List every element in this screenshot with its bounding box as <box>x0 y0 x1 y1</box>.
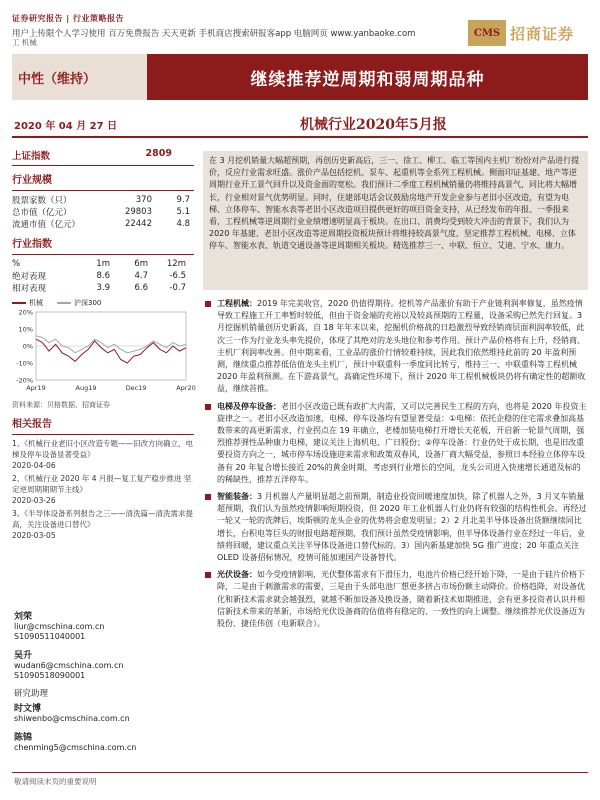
perf-value: 8.6 <box>96 271 110 281</box>
related-text: 3、《半导体设备系列报告之三——清洗篇—清洗需求提高，关注设备进口替代》 <box>12 509 194 529</box>
index-chart <box>12 308 196 394</box>
perf-table <box>12 258 194 294</box>
related-date: 2020-03-05 <box>12 531 56 540</box>
title-banner <box>12 54 588 100</box>
section-pv-equipment <box>203 569 588 630</box>
brand-logo <box>468 14 586 52</box>
section-text: 2019 年完美收官，2020 仍值得期待。挖机等产品涨价有助于产业链利润率修复，虽然疫情导致工程施工开工率暂时较低，但由于资金端的充裕以及较高预期的工程量，设备采购已然先行回复。3 月挖掘机销量创历史新高，自 18 年年末以来，挖掘机价格战的日趋激烈导致经销商层面利润率较低，此次三一作为行业龙头率先提价，体现了其绝对的龙头地位和参考作用。预计产品价格将有上升，经销商、主机厂利润率改善。但中期来看，工业品的涨价行情较难持续，因此我们依然维持此前的 20 年盈利预测，继续重点推荐低估值龙头主机厂，预计中联重科一季度同比转亏，维持三一、中联重科等工程机械 2020 年盈利预测。在下游高景气，高确定性环境下，预计 2020 年工程机械板块仍将有确定性的超额收益，继续首推。 <box>217 299 586 394</box>
chart-legend <box>12 298 194 308</box>
related-report[interactable] <box>12 473 194 506</box>
section-engineering <box>203 298 588 396</box>
bullet-icon <box>205 404 211 410</box>
scale-value: 370 <box>135 195 152 205</box>
analyst-name: 刘荣 <box>14 612 33 622</box>
related-date: 2020-03-26 <box>12 496 56 505</box>
assistant-email[interactable]: chenming5@cmschina.com.cn <box>14 743 137 752</box>
header-subtitle: 工 机械 <box>12 38 37 47</box>
scale-value: 22442 <box>124 219 152 229</box>
y-tick-label: -10% <box>16 359 33 368</box>
rating-label: 中性（维持） <box>18 71 97 87</box>
perf-value: -0.7 <box>169 283 186 293</box>
x-tick-label: Aug19 <box>75 384 97 392</box>
scale-pct: 4.8 <box>176 219 190 229</box>
section-title: 工程机械： <box>217 299 257 308</box>
main-content <box>203 298 588 635</box>
index-label: 上证指数 <box>12 151 51 162</box>
section-text: 3 月机器人产量明显超之前预期，制造业投资回暖速度加快，除了机器人之外，3 月叉车销量超预期，我们认为虽然疫情影响短期投资，但 2020 年工业机器人行业仍将有较强的结构性机会。再经过一轮又一轮的洗牌后，埃斯顿的龙头企业的优势将会愈发明显；2）2 月北美半导体设备出货额继续同比增长，台积电等巨头的财报电路超预期，我们预计虽然受疫情影响，但半导体设备行业在经过一年后，业绩将回暖，建议重点关注半导体设备进口替代标的。3）国内新基建加快 5G 推广进度；20 年重点关注 OLED 设备招标情况，疫情可能加速国产设备替代。 <box>217 492 587 563</box>
rating-box <box>12 54 147 100</box>
logo-name: 招商证券 <box>510 24 575 43</box>
bullet-icon <box>205 301 211 307</box>
analyst-list <box>14 603 194 753</box>
perf-header: 12m <box>166 259 186 269</box>
scale-underline <box>12 190 194 191</box>
assistant-label: 研究助理 <box>14 689 49 699</box>
scale-table <box>12 194 194 230</box>
perf-title: 行业指数 <box>12 239 52 250</box>
analyst-cert: S1090511040001 <box>14 632 86 641</box>
perf-underline <box>12 254 194 255</box>
scale-label: 股票家数（只） <box>12 196 72 206</box>
section-elevator <box>203 401 588 486</box>
x-tick-label: Dec19 <box>125 384 147 392</box>
legend-label: 机械 <box>29 299 43 307</box>
section-title: 智能装备： <box>217 492 257 502</box>
section-title: 电梯及停车设备： <box>217 401 281 411</box>
y-tick-label: 0% <box>22 342 33 351</box>
legend-swatch <box>57 302 71 304</box>
analyst-name: 吴升 <box>14 651 33 661</box>
related-title: 相关报告 <box>12 419 52 430</box>
y-tick-label: 10% <box>18 325 33 334</box>
perf-value: 3.9 <box>96 283 110 293</box>
scale-label: 总市值（亿元） <box>12 208 72 218</box>
watermark-text: 用户上传限个人学习使用 百万免费报告 天天更新 手机商店搜索研报客app 电脑网页 www.yanbaoke.com <box>12 29 416 39</box>
section-text: 如今受疫情影响，光伏整体需求有下滑压力，电池片价格已经开始下降，一是由于硅片价格下降，二是由于刺激需求的需要，三是由于头部电池厂想更多挤占市场份额主动降价。价格趋降，对设备优化和新技术需求就会越强烈，就越不断加设备及换设备，随着新技术如期推进，会有更多投资者认识并相信新技术带来的革新，市场给光伏设备商的估值将有稳定的、一致性的向上调整。继续推荐光伏设备迈为股份、捷佳伟创（电新联合）。 <box>217 570 585 629</box>
legend-swatch <box>12 302 26 304</box>
legend-item <box>12 298 43 308</box>
sidebar <box>12 148 194 543</box>
y-tick-label: 20% <box>18 308 33 317</box>
perf-label: 相对表现 <box>12 284 47 294</box>
scale-value: 29803 <box>124 207 152 217</box>
report-title: 机械行业2020年5月报 <box>300 117 447 133</box>
related-text: 1、《机械行业老旧小区改造专题——旧改方向确立，电梯及停车设备显著受益》 <box>12 439 194 459</box>
table-row <box>12 206 194 218</box>
logo-mark: CMS <box>468 20 506 46</box>
index-row <box>12 148 194 162</box>
legend-label: 沪深300 <box>74 299 102 307</box>
perf-label: 绝对表现 <box>12 272 47 282</box>
section-title: 光伏设备： <box>217 570 257 580</box>
bullet-icon <box>205 572 211 578</box>
summary-box: 在 3 月挖机销量大幅超预期，再创历史新高后，三一、徐工、柳工、临工等国内主机厂纷纷对产品进行提价，反应行业需求旺盛。涨价产品包括挖机、泵车、起重机等全系列工程机械。侧面印证基建、地产等逆周期行业开工景气回升以及资金面的宽松。我们预计二季度工程机械销量仍将维持高景气，同比将大幅增长，行业相对景气优势明显。同时，住建部电话会议鼓励房地产开发企业参与老旧小区改造，有望为电梯、立体停车、智能水表等老旧小区改造项目提供更好的项目资金支持，从已经发布的年报、一季报来看，工程机械等逆周期行业业绩增速明显高于板块。在出口、消费均受到较大冲击的背景下，我们认为 2020 年基建、老旧小区改造等逆周期投资板块预计将维持较高景气度，坚定推荐工程机械、电梯、立体停车、智能水表、轨道交通设备等逆周期相关板块。精选推荐三一、中联、恒立、艾迪、宁水、康力。 <box>203 151 588 290</box>
x-tick-label: Apr19 <box>26 384 46 392</box>
table-row <box>12 218 194 230</box>
table-row <box>12 194 194 206</box>
related-date: 2020-04-06 <box>12 461 56 470</box>
scale-title: 行业规模 <box>12 175 52 186</box>
banner-title: 继续推荐逆周期和弱周期品种 <box>250 69 485 90</box>
header-divider <box>12 136 588 138</box>
index-value: 2809 <box>145 148 172 159</box>
series-line-csi300 <box>36 336 186 353</box>
legend-item <box>57 298 101 308</box>
report-category: 证券研究报告 | 行业策略报告 <box>12 14 124 23</box>
assistant-name: 时文博 <box>14 704 42 714</box>
related-underline <box>12 434 194 435</box>
analyst-email[interactable]: wudan6@cmschina.com.cn <box>14 661 124 670</box>
analyst-email[interactable]: liur@cmschina.com.cn <box>14 622 105 631</box>
bullet-icon <box>205 494 211 500</box>
section-smart-equipment <box>203 491 588 564</box>
perf-value: 6.6 <box>134 283 148 293</box>
table-row <box>12 258 194 270</box>
analyst-cert: S1090518090001 <box>14 671 86 680</box>
related-text: 2、《机械行业 2020 年 4 月报—复工复产稳步推进 坚定逆周期期期节主线》 <box>12 474 192 494</box>
footer-divider <box>12 772 588 773</box>
x-tick-label: Apr20 <box>176 384 196 392</box>
related-report[interactable] <box>12 508 194 541</box>
chart-source: 资料来源：贝格数据、招商证券 <box>12 401 110 409</box>
scale-pct: 9.7 <box>176 195 190 205</box>
related-report[interactable] <box>12 438 194 471</box>
perf-header: 6m <box>134 259 148 269</box>
index-underline <box>12 165 194 166</box>
table-row <box>12 270 194 282</box>
assistant-name: 陈锦 <box>14 733 33 743</box>
perf-header: % <box>12 259 21 269</box>
scale-pct: 5.1 <box>176 207 190 217</box>
assistant-email[interactable]: shiwenbo@cmschina.com.cn <box>14 714 130 723</box>
perf-value: 4.7 <box>134 271 148 281</box>
section-text: 老旧小区改造已既有政扩大内需，又可以完善民生工程的方向，也将是 2020 年投资主旋律之一。老旧小区改造加速，电梯、停车设备均有望显著受益：①电梯：依托企稳的住宅需求叠加高基数带来的高更新需求，行业拐点在 19 年确立，老楼加装电梯打开增长天花板，开启新一轮景气周期，强烈推荐弹性品种康力电梯，建议关注上海机电、广日股份；②停车设备：行业仍处于成长期，也是旧改重要投资方向之一，城市停车场设施迎来需求和政策双春风，设备厂商大幅受益，参照日本经验立体停车设备有 20 年复合增长接近 20%的黄金时期，考虑到行业增长的空间，龙头公司进入快速增长通道及标的的稀缺性，推荐五洋停车。 <box>217 401 587 484</box>
report-date: 2020 年 04 月 27 日 <box>14 121 118 132</box>
perf-header: 1m <box>96 259 110 269</box>
perf-value: -6.5 <box>169 271 186 281</box>
table-row <box>12 282 194 294</box>
footer-note: 敬请阅读末页的重要说明 <box>14 777 97 786</box>
y-tick-label: -20% <box>16 376 33 385</box>
scale-label: 流通市值（亿元） <box>12 220 81 230</box>
